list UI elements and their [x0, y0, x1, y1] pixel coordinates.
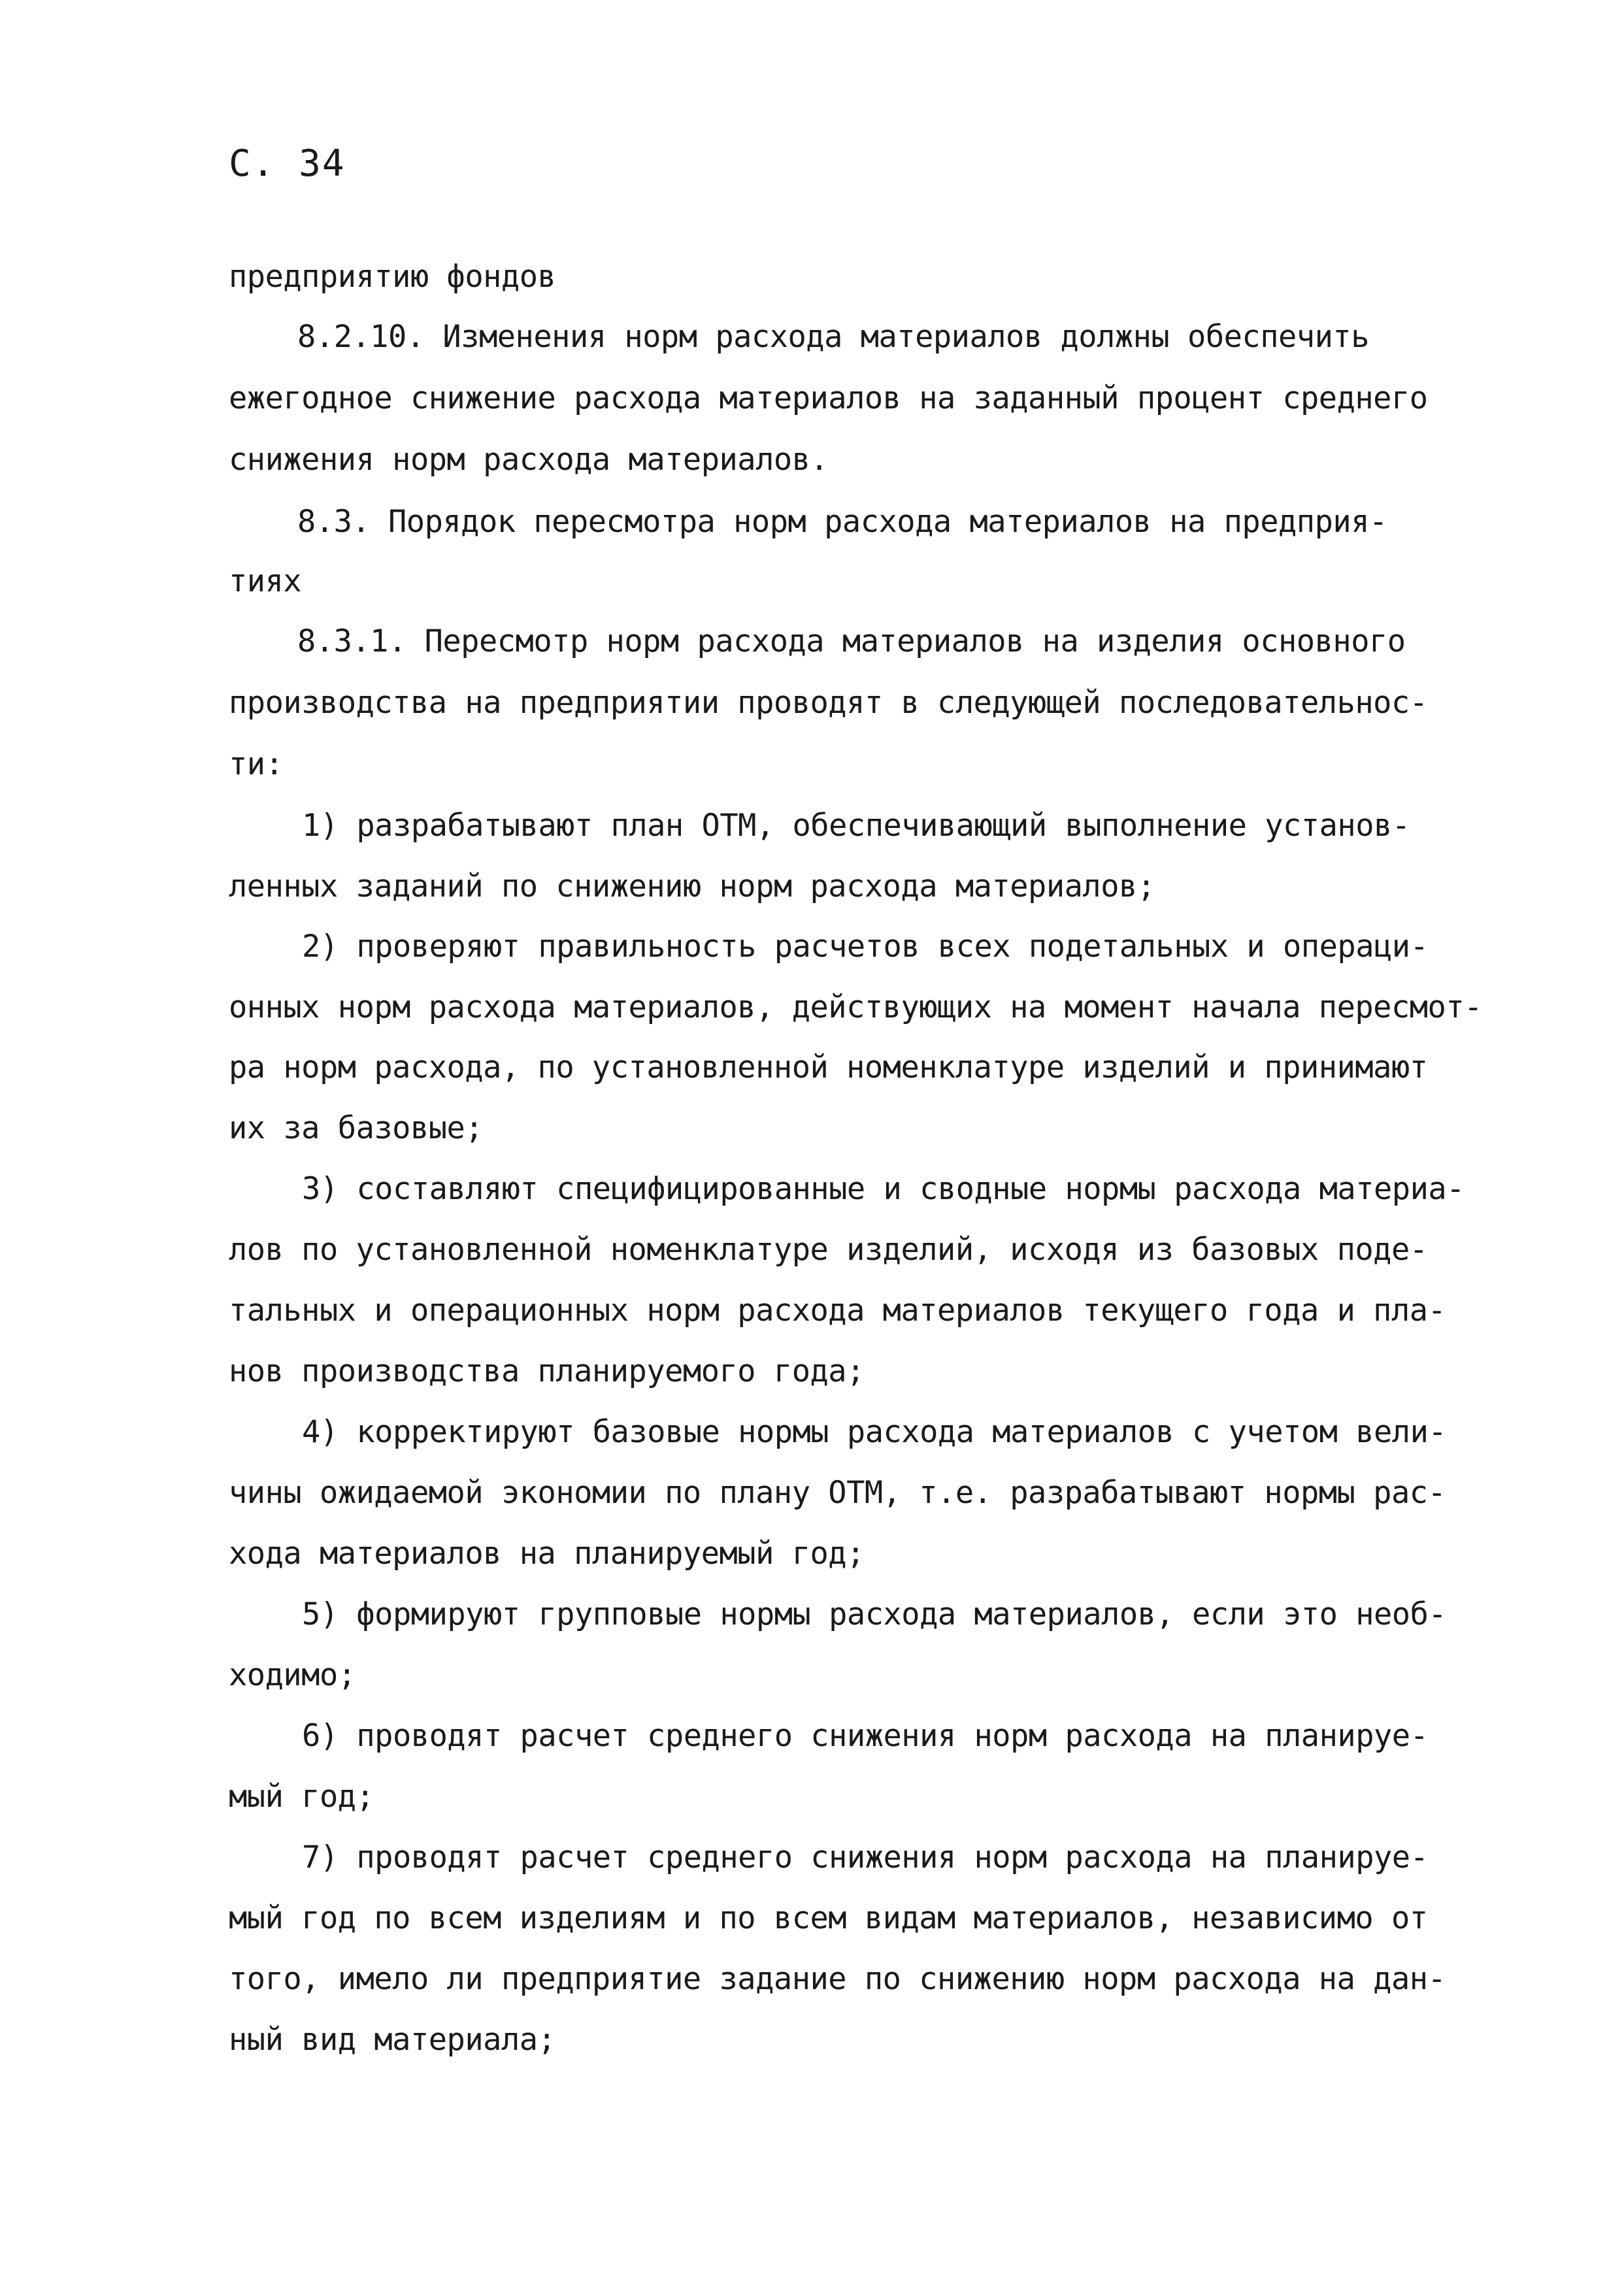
text-line: нов производства планируемого года; [229, 1353, 865, 1389]
text-line: чины ожидаемой экономии по плану ОТМ, т.е. разрабатывают нормы рас- [229, 1475, 1446, 1511]
list-item-2: 2) проверяют правильность расчетов всех подетальных и операци- [302, 929, 1429, 965]
text-line: мый год; [229, 1779, 374, 1815]
text-line: онных норм расхода материалов, действующих на момент начала пересмот- [229, 989, 1482, 1025]
text-line: тальных и операционных норм расхода материалов текущего года и пла- [229, 1293, 1446, 1328]
text-line: снижения норм расхода материалов. [229, 442, 829, 478]
text-line: мый год по всем изделиям и по всем видам материалов, независимо от [229, 1900, 1428, 1936]
text-line: лов по установленной номенклатуре изделий, исходя из базовых поде- [229, 1232, 1428, 1268]
text-line: тиях [229, 563, 302, 599]
paragraph-8-2-10: 8.2.10. Изменения норм расхода материалов должны обеспечить [297, 319, 1369, 355]
text-line: ти: [229, 746, 284, 782]
text-line: хода материалов на планируемый год; [229, 1536, 865, 1572]
page-number: С. 34 [229, 142, 346, 185]
list-item-1: 1) разрабатывают план ОТМ, обеспечивающий выполнение установ- [302, 808, 1410, 844]
text-line: ленных заданий по снижению норм расхода материалов; [229, 868, 1155, 904]
text-line: их за базовые; [229, 1110, 484, 1146]
list-item-6: 6) проводят расчет среднего снижения норм расхода на планируе- [302, 1718, 1429, 1754]
section-8-3-heading: 8.3. Порядок пересмотра норм расхода материалов на предприя- [297, 504, 1387, 540]
text-line: предприятию фондов [229, 259, 556, 295]
text-line: ходимо; [229, 1657, 356, 1693]
list-item-7: 7) проводят расчет среднего снижения норм расхода на планируе- [302, 1839, 1429, 1875]
text-line: ежегодное снижение расхода материалов на заданный процент среднего [229, 380, 1428, 416]
text-line: ра норм расхода, по установленной номенклатуре изделий и принимают [229, 1049, 1428, 1085]
text-line: производства на предприятии проводят в следующей последовательнос- [229, 685, 1428, 721]
list-item-3: 3) составляют специфицированные и сводные нормы расхода материа- [302, 1171, 1465, 1207]
list-item-5: 5) формируют групповые нормы расхода материалов, если это необ- [302, 1596, 1447, 1632]
text-line: ный вид материала; [229, 2022, 556, 2058]
list-item-4: 4) корректируют базовые нормы расхода материалов с учетом вели- [302, 1414, 1447, 1450]
text-line: того, имело ли предприятие задание по снижению норм расхода на дан- [229, 1961, 1446, 1997]
paragraph-8-3-1: 8.3.1. Пересмотр норм расхода материалов на изделия основного [297, 623, 1406, 659]
